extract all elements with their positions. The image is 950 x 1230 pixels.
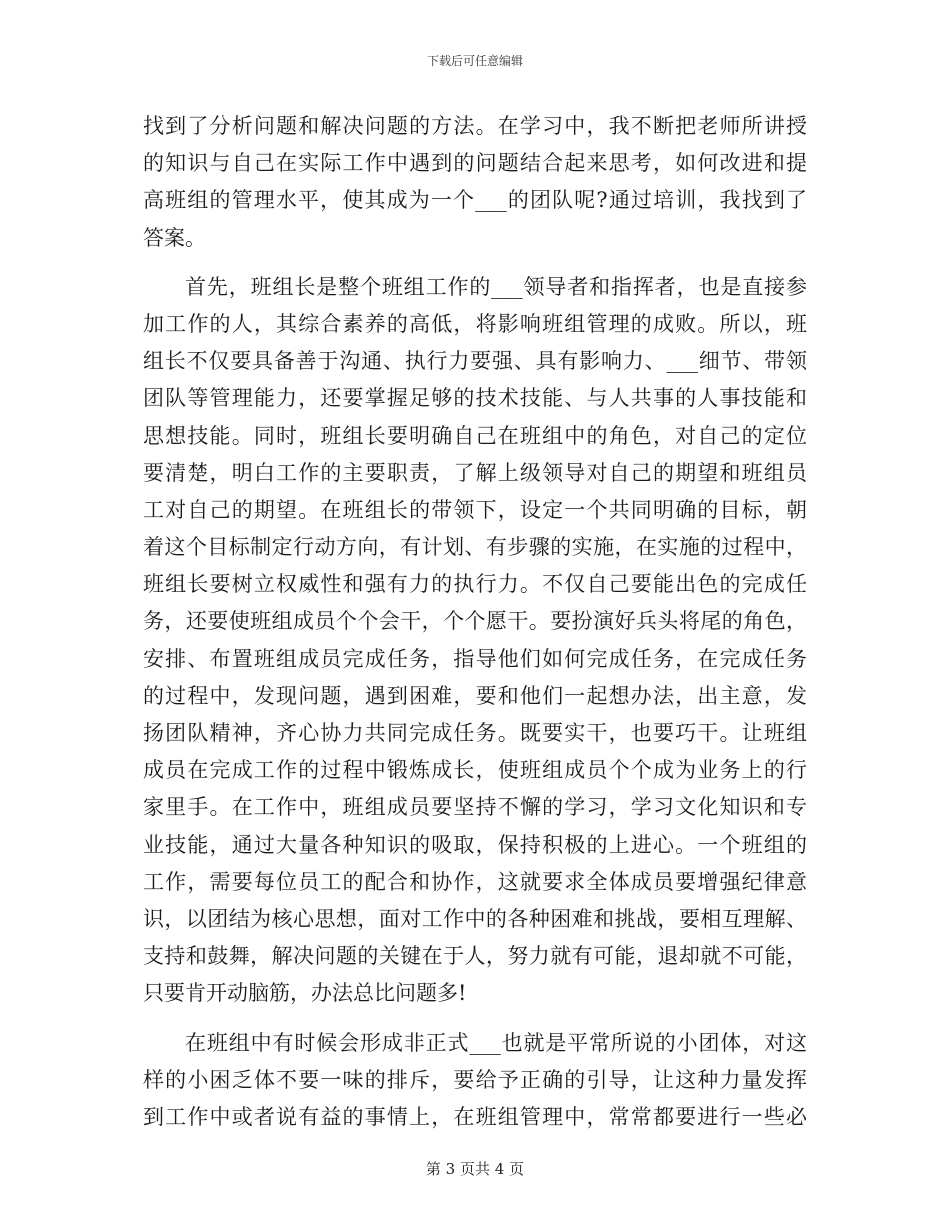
text-line: 加工作的人，其综合素养的高低，将影响班组管理的成败。所以，班 bbox=[143, 311, 807, 336]
text-line: 团队等管理能力，还要掌握足够的技术技能、与人共事的人事技能和 bbox=[143, 386, 807, 411]
text-line: 成员在完成工作的过程中锻炼成长，使班组成员个个成为业务上的行 bbox=[143, 758, 807, 783]
text-line: 首先，班组长是整个班组工作的___领导者和指挥者，也是直接参 bbox=[185, 274, 807, 299]
page-header: 下载后可任意编辑 bbox=[426, 54, 523, 68]
text-line: 家里手。在工作中，班组成员要坚持不懈的学习，学习文化知识和专 bbox=[143, 795, 807, 820]
document-body bbox=[143, 108, 807, 1136]
text-line: 在班组中有时候会形成非正式___也就是平常所说的小团体，对这 bbox=[185, 1030, 807, 1055]
text-line: 扬团队精神，齐心协力共同完成任务。既要实干，也要巧干。让班组 bbox=[143, 721, 807, 745]
text-line: 着这个目标制定行动方向，有计划、有步骤的实施，在实施的过程中， bbox=[143, 535, 807, 560]
text-line: 要清楚，明白工作的主要职责，了解上级领导对自己的期望和班组员 bbox=[143, 460, 807, 485]
text-line: 工对自己的期望。在班组长的带领下，设定一个共同明确的目标，朝 bbox=[143, 497, 807, 522]
text-line: 样的小困乏体不要一味的排斥，要给予正确的引导，让这种力量发挥 bbox=[143, 1067, 807, 1092]
text-line: 找到了分析问题和解决问题的方法。在学习中，我不断把老师所讲授 bbox=[143, 114, 807, 138]
text-line: 的过程中，发现问题，遇到困难，要和他们一起想办法，出主意，发 bbox=[143, 683, 807, 708]
text-line: 支持和鼓舞，解决问题的关键在于人，努力就有可能，退却就不可能， bbox=[143, 944, 807, 969]
text-line: 答案。 bbox=[143, 225, 206, 250]
text-line: 班组长要树立权威性和强有力的执行力。不仅自己要能出色的完成任 bbox=[143, 572, 807, 597]
text-line: 工作，需要每位员工的配合和协作，这就要求全体成员要增强纪律意 bbox=[143, 869, 807, 894]
text-line: 的知识与自己在实际工作中遇到的问题结合起来思考，如何改进和提 bbox=[143, 151, 807, 176]
text-line: 业技能，通过大量各种知识的吸取，保持积极的上进心。一个班组的 bbox=[143, 832, 807, 857]
text-line: 组长不仅要具备善于沟通、执行力要强、具有影响力、___细节、带领 bbox=[143, 349, 807, 374]
text-line: 高班组的管理水平，使其成为一个___的团队呢?通过培训，我找到了 bbox=[143, 188, 807, 213]
text-line: 务，还要使班组成员个个会干，个个愿干。要扮演好兵头将尾的角色， bbox=[143, 609, 807, 634]
text-line: 安排、布置班组成员完成任务，指导他们如何完成任务，在完成任务 bbox=[143, 646, 807, 671]
text-line: 只要肯开动脑筋，办法总比问题多! bbox=[143, 981, 467, 1006]
text-line: 思想技能。同时，班组长要明确自己在班组中的角色，对自己的定位 bbox=[143, 423, 807, 448]
text-line: 识，以团结为核心思想，面对工作中的各种困难和挑战，要相互理解、 bbox=[143, 906, 807, 931]
page-number: 第 3 页共 4 页 bbox=[425, 1160, 525, 1178]
text-line: 到工作中或者说有益的事情上，在班组管理中，常常都要进行一些必 bbox=[143, 1104, 807, 1129]
